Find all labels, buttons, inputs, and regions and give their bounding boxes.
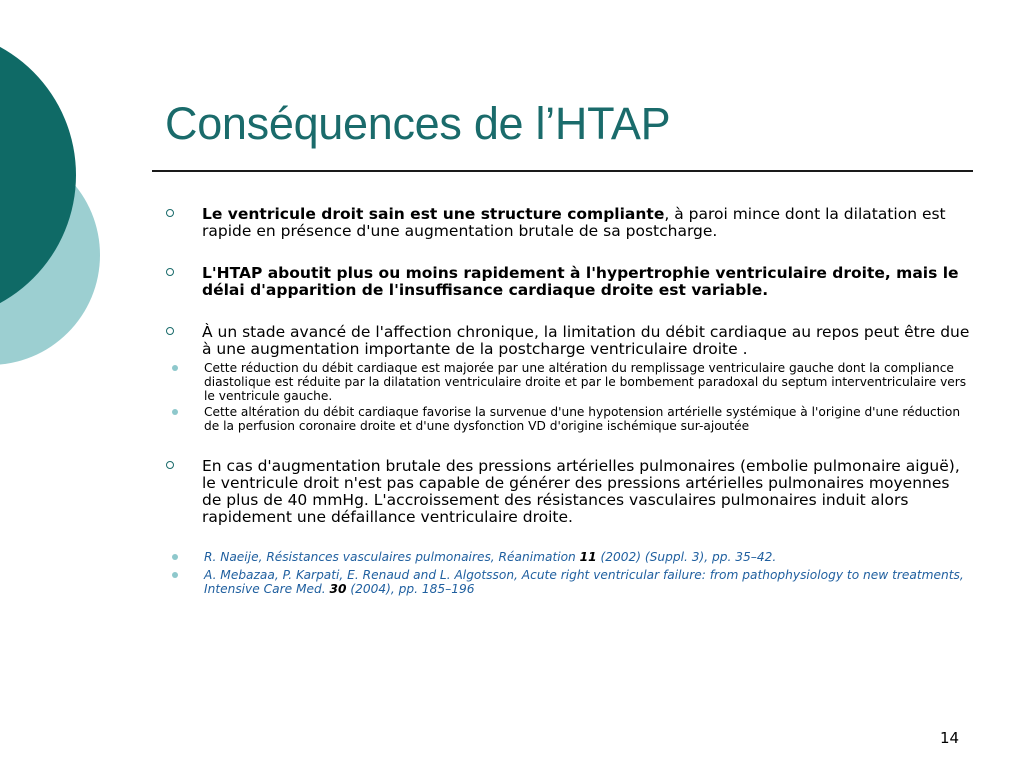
bullet-bold-text: Le ventricule droit sain est une structure compliante — [202, 205, 665, 223]
reference-volume: 11 — [579, 550, 597, 564]
reference-item — [202, 568, 970, 596]
dot-bullet-icon — [172, 409, 178, 415]
sub-bullet-item — [202, 361, 970, 403]
dot-bullet-icon — [172, 365, 178, 371]
references-list — [202, 550, 970, 596]
reference-text: R. Naeije, Résistances vasculaires pulmonaires, Réanimation — [204, 550, 580, 564]
circle-bullet-icon — [166, 327, 174, 335]
dot-bullet-icon — [172, 572, 178, 578]
bullet-bold-text: L'HTAP aboutit plus ou moins rapidement à l'hypertrophie ventriculaire droite, mais le délai d'apparition de l'insuffisance cardiaque droite est variable. — [202, 264, 959, 299]
sub-bullet-text: Cette réduction du débit cardiaque est majorée par une altération du remplissage ventriculaire gauche dont la compliance diastolique est réduite par la dilatation ventriculaire droite et par le bombement paradoxal du septum interventriculaire vers le ventricule gauche. — [204, 361, 967, 403]
bullet-item — [160, 265, 970, 299]
reference-text: (2002) (Suppl. 3), pp. 35–42. — [596, 550, 777, 564]
bullet-text: , à paroi mince dont la dilatation est rapide en présence d'une augmentation brutale de sa postcharge. — [202, 205, 946, 240]
reference-item — [202, 550, 970, 564]
reference-text: A. Mebazaa, P. Karpati, E. Renaud and L. Algotsson, Acute right ventricular failure: from pathophysiology to new treatments, Intensive Care Med. — [204, 568, 964, 596]
decorative-circles — [0, 0, 110, 420]
reference-text: (2004), pp. 185–196 — [346, 582, 475, 596]
bullet-item — [160, 206, 970, 240]
dot-bullet-icon — [172, 554, 178, 560]
circle-bullet-icon — [166, 268, 174, 276]
slide-title: Conséquences de l’HTAP — [165, 98, 671, 149]
bullet-text: En cas d'augmentation brutale des pressions artérielles pulmonaires (embolie pulmonaire aiguë), le ventricule droit n'est pas capable de générer des pressions artérielles pulmonaires moyennes de plus de 40 mmHg. L'accroissement des résistances vasculaires pulmonaires induit alors rapidement une défaillance ventriculaire droite. — [202, 457, 960, 526]
reference-volume: 30 — [329, 582, 347, 596]
bullet-text: À un stade avancé de l'affection chronique, la limitation du débit cardiaque au repos peut être due à une augmentation importante de la postcharge ventriculaire droite . — [202, 323, 970, 358]
sub-bullet-item — [202, 405, 970, 433]
circle-bullet-icon — [166, 461, 174, 469]
slide-content — [160, 206, 970, 600]
title-divider — [152, 170, 973, 172]
bullet-item — [160, 458, 970, 596]
sub-bullet-text: Cette altération du débit cardiaque favorise la survenue d'une hypotension artérielle systémique à l'origine d'une réduction de la perfusion coronaire droite et d'une dysfonction VD d'origine ischémique sur-ajoutée — [204, 405, 961, 433]
bullet-item — [160, 324, 970, 433]
circle-bullet-icon — [166, 209, 174, 217]
sub-bullet-list — [202, 361, 970, 433]
page-number: 14 — [940, 729, 960, 747]
